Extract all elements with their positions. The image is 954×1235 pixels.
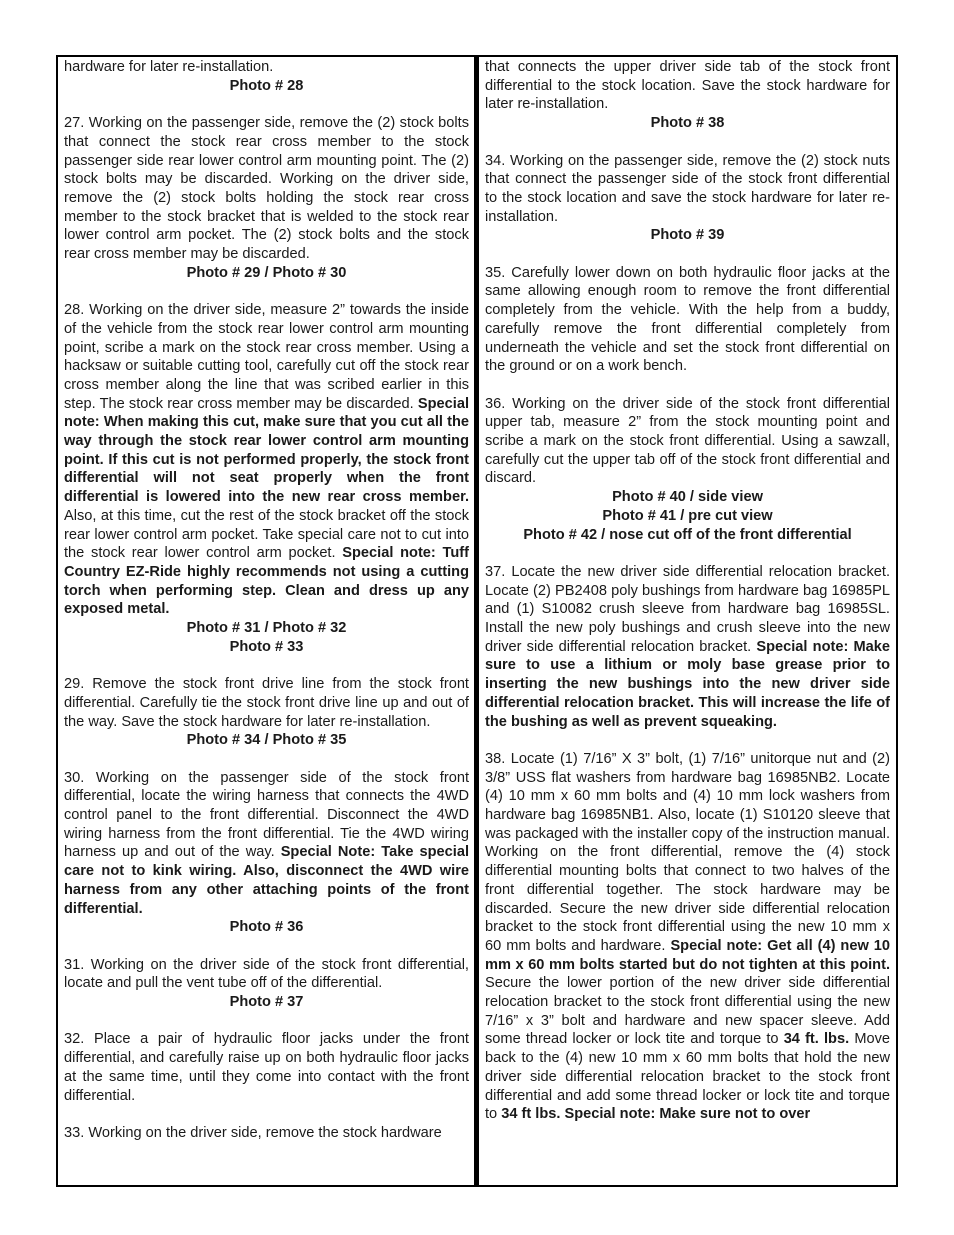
step-32: 32. Place a pair of hydraulic floor jacks under the front differential, and carefully raise up on both hydraulic floor jacks at the same time, until they come into contact with the front differential. xyxy=(64,1031,469,1104)
step-36: 36. Working on the driver side of the stock front differential upper tab, measure 2” from the stock mounting point and scribe a mark on the stock front differential. Using a sawzall, carefully cut the upper tab off of the stock front differential and discard. xyxy=(485,395,890,487)
step-34: 34. Working on the passenger side, remove the (2) stock nuts that connect the passenger side of the stock front differential to the stock location and save the stock hardware for later re-installation. xyxy=(485,152,890,225)
photo-caption-42: Photo # 42 / nose cut off of the front differential xyxy=(523,526,852,543)
photo-caption-34-35: Photo # 34 / Photo # 35 xyxy=(186,732,347,749)
step-37-text: 37. Locate the new driver side differential relocation bracket. Locate (2) PB2408 poly bushings from hardware bag 16985PL and (1) S10082 crush sleeve from hardware bag 16985SL. Install the new poly bushings and crush sleeve into the new driver side differential relocation bracket. xyxy=(485,563,890,655)
step-29: 29. Remove the stock front drive line from the stock front differential. Carefully tie the stock front drive line up and out of the way. Save the stock hardware for later re-installation. xyxy=(64,676,469,730)
step-28 xyxy=(64,301,469,619)
step-38-torque-2: 34 ft lbs. Special note: Make sure not to over xyxy=(501,1106,811,1123)
step-35: 35. Carefully lower down on both hydraulic floor jacks at the same allowing enough room to remove the front differential completely from the vehicle. With the help from a buddy, carefully remove the front differential completely from underneath the vehicle and set the stock front differential on the ground or on a work bench. xyxy=(485,264,890,375)
step-37-note: Special note: Make sure to use a lithium or moly base grease prior to inserting the new bushings into the new driver side differential relocation bracket. This will increase the life of the bushing as well as prevent squeaking. xyxy=(485,638,890,730)
column-divider xyxy=(474,55,479,1187)
step-38-text-c: Secure the lower portion of the new driver side differential relocation bracket to the stock front differential using the new 7/16” x 3” bolt and hardware and new spacer sleeve. Add some thread locker or lock tite and torque to xyxy=(485,975,890,1048)
photo-caption-33: Photo # 33 xyxy=(229,638,304,655)
step-33: 33. Working on the driver side, remove the stock hardware xyxy=(64,1124,442,1141)
left-column xyxy=(64,58,469,1143)
photo-caption-37: Photo # 37 xyxy=(229,994,304,1011)
step-30-note: Special Note: Take special care not to kink wiring. Also, disconnect the 4WD wire harness from any other attaching points of the front differential. xyxy=(64,844,469,917)
step-38-text-e: Move back to the (4) new 10 mm x 60 mm bolts that hold the new driver side differential relocation bracket to the stock front differential and add some thread locker or lock tite and torque to xyxy=(485,1031,890,1123)
step-28-text-c: Also, at this time, cut the rest of the stock bracket off the stock rear lower control arm pocket. Take special care not to cut into the stock rear lower control arm pocket. xyxy=(64,507,469,562)
photo-caption-40: Photo # 40 / side view xyxy=(612,489,763,506)
photo-caption-29-30: Photo # 29 / Photo # 30 xyxy=(186,264,347,281)
photo-caption-28: Photo # 28 xyxy=(229,77,304,94)
step-28-note-1: Special note: When making this cut, make sure that you cut all the way through the stock rear lower control arm mounting point. If this cut is not performed properly, the stock front differential will not seat properly when the front differential is lowered into the new rear cross member. xyxy=(64,395,469,506)
step-38-note: Special note: Get all (4) new 10 mm x 60 mm bolts started but do not tighten at this point. xyxy=(485,937,890,973)
step-38-torque-1: 34 ft. lbs. xyxy=(783,1031,850,1048)
photo-caption-38: Photo # 38 xyxy=(650,115,725,132)
photo-caption-41: Photo # 41 / pre cut view xyxy=(602,507,773,524)
left-continuation: hardware for later re-installation. xyxy=(64,59,274,75)
step-28-note-2: Special note: Tuff Country EZ-Ride highly recommends not using a cutting torch when performing step. Clean and dress up any exposed metal. xyxy=(64,545,469,618)
step-30 xyxy=(64,769,469,919)
step-38 xyxy=(485,750,890,1124)
right-continuation: that connects the upper driver side tab of the stock front differential to the stock location. Save the stock hardware for later re-installation. xyxy=(485,59,890,113)
step-37 xyxy=(485,563,890,731)
photo-caption-31-32: Photo # 31 / Photo # 32 xyxy=(186,620,347,637)
step-30-text: 30. Working on the passenger side of the stock front differential, locate the wiring harness that connects the 4WD control panel to the front differential. Disconnect the 4WD wiring harness from the front differential. Tie the 4WD wiring harness up and out of the way. xyxy=(64,769,469,861)
photo-caption-39: Photo # 39 xyxy=(650,227,725,244)
step-38-text-a: 38. Locate (1) 7/16” X 3” bolt, (1) 7/16” unitorque nut and (2) 3/8” USS flat washers from hardware bag 16985NB2. Locate (4) 10 mm x 60 mm bolts and (4) 10 mm lock washers from hardware bag 16985NB1. Also, locate (1) S10120 sleeve that was packaged with the installer copy of the instruction manual. Working on the front differential, remove the (4) stock differential mounting bolts that connect to two halves of the front differential together. The stock hardware may be discarded. Secure the new driver side differential relocation bracket to the stock front differential using the new 10 mm x 60 mm bolts and hardware. xyxy=(485,750,890,954)
step-27: 27. Working on the passenger side, remove the (2) stock bolts that connect the stock rear cross member to the stock passenger side rear lower control arm mounting point. The (2) stock bolts may be discarded. Working on the driver side, remove the (2) stock bolts holding the stock rear cross member to the stock bracket that is welded to the stock rear lower control arm pocket. The (2) stock bolts and the stock rear cross member may be discarded. xyxy=(64,115,469,263)
step-31: 31. Working on the driver side of the stock front differential, locate and pull the vent tube off of the differential. xyxy=(64,956,469,992)
step-28-text-a: 28. Working on the driver side, measure 2” towards the inside of the vehicle from the stock rear lower control arm mounting point, scribe a mark on the stock rear cross member. Using a hacksaw or suitable cutting tool, carefully cut off the stock rear cross member along the line that was scribed earlier in this step. The stock rear cross member may be discarded. xyxy=(64,302,469,412)
right-column xyxy=(485,58,890,1124)
photo-caption-36: Photo # 36 xyxy=(229,919,304,936)
